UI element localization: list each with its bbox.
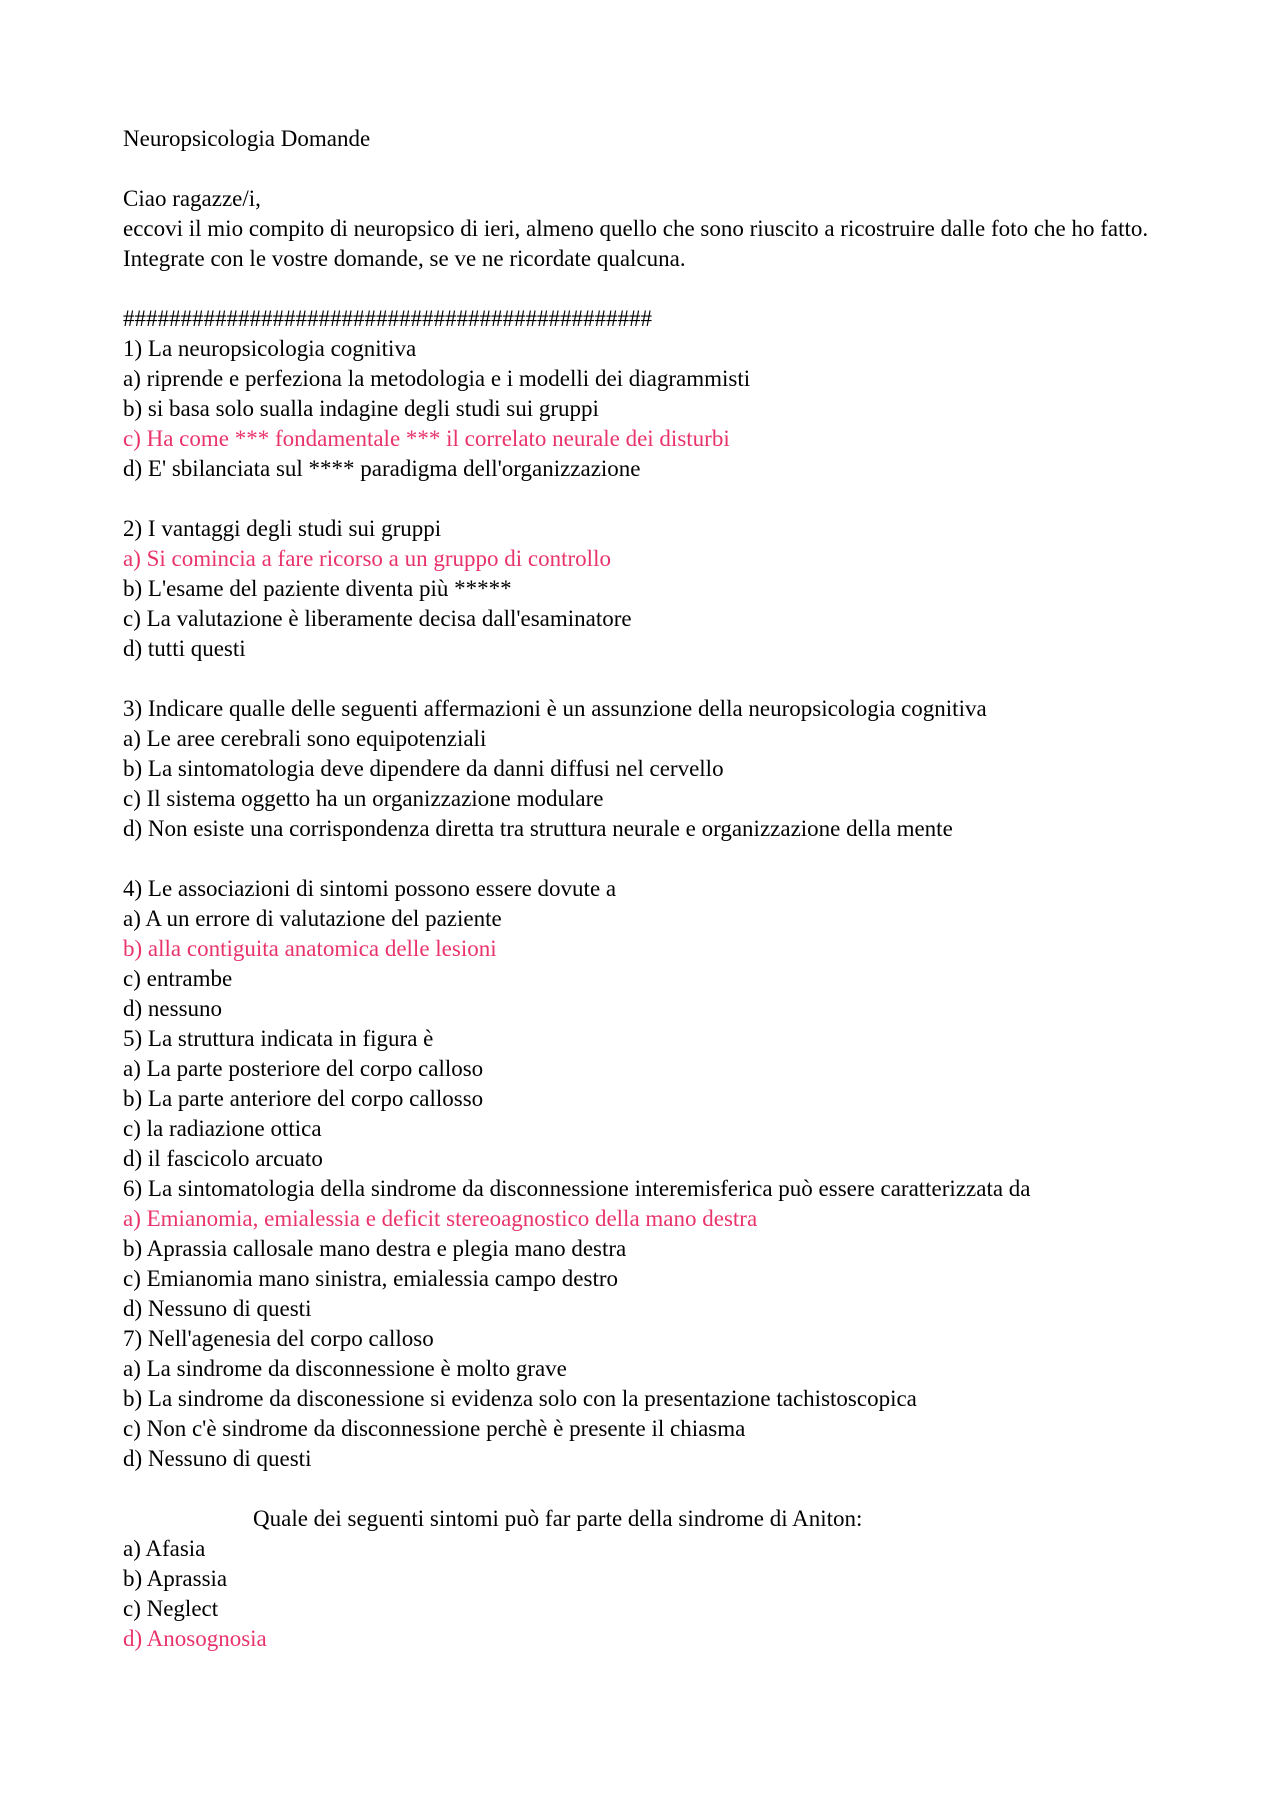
option-5d: d) il fascicolo arcuato	[123, 1146, 323, 1171]
option-6a-correct: a) Emianomia, emialessia e deficit stereoagnostico della mano destra	[123, 1206, 758, 1231]
option-1d: d) E' sbilanciata sul **** paradigma dell'organizzazione	[123, 456, 641, 481]
option-8c: c) Neglect	[123, 1596, 219, 1621]
option-6b: b) Aprassia callosale mano destra e plegia mano destra	[123, 1236, 627, 1261]
question-4: 4) Le associazioni di sintomi possono essere dovute a	[123, 876, 617, 901]
intro-text: eccovi il mio compito di neuropsico di ieri, almeno quello che sono riuscito a ricostruire dalle foto che ho fatto.	[123, 216, 1149, 241]
option-4d: d) nessuno	[123, 996, 223, 1021]
intro-note: Integrate con le vostre domande, se ve ne ricordate qualcuna.	[123, 246, 686, 271]
option-4a: a) A un errore di valutazione del paziente	[123, 906, 502, 931]
option-1a: a) riprende e perfeziona la metodologia e i modelli dei diagrammisti	[123, 366, 751, 391]
question-3: 3) Indicare qualle delle seguenti affermazioni è un assunzione della neuropsicologia cognitiva	[123, 696, 987, 721]
option-7a: a) La sindrome da disconnessione è molto grave	[123, 1356, 567, 1381]
spacer	[123, 484, 1163, 514]
question-6: 6) La sintomatologia della sindrome da disconnessione interemisferica può essere caratterizzata da	[123, 1176, 1031, 1201]
option-2a-correct: a) Si comincia a fare ricorso a un gruppo di controllo	[123, 546, 611, 571]
option-3d: d) Non esiste una corrispondenza diretta tra struttura neurale e organizzazione della mente	[123, 816, 953, 841]
spacer	[123, 844, 1163, 874]
question-2: 2) I vantaggi degli studi sui gruppi	[123, 516, 442, 541]
option-1c-correct: c) Ha come *** fondamentale *** il correlato neurale dei disturbi	[123, 426, 730, 451]
question-5: 5) La struttura indicata in figura è	[123, 1026, 434, 1051]
option-7d: d) Nessuno di questi	[123, 1446, 312, 1471]
option-4b-correct: b) alla contiguita anatomica delle lesioni	[123, 936, 497, 961]
option-6c: c) Emianomia mano sinistra, emialessia campo destro	[123, 1266, 618, 1291]
option-7c: c) Non c'è sindrome da disconnessione perchè è presente il chiasma	[123, 1416, 746, 1441]
option-5b: b) La parte anteriore del corpo callosso	[123, 1086, 484, 1111]
option-8d-correct: d) Anosognosia	[123, 1626, 267, 1651]
option-5a: a) La parte posteriore del corpo calloso	[123, 1056, 484, 1081]
option-7b: b) La sindrome da disconessione si evidenza solo con la presentazione tachistoscopica	[123, 1386, 917, 1411]
option-8b: b) Aprassia	[123, 1566, 228, 1591]
option-3b: b) La sintomatologia deve dipendere da danni diffusi nel cervello	[123, 756, 724, 781]
option-2c: c) La valutazione è liberamente decisa dall'esaminatore	[123, 606, 632, 631]
option-1b: b) si basa solo sualla indagine degli studi sui gruppi	[123, 396, 599, 421]
option-8a: a) Afasia	[123, 1536, 206, 1561]
option-4c: c) entrambe	[123, 966, 233, 991]
question-7: 7) Nell'agenesia del corpo calloso	[123, 1326, 434, 1351]
separator: ##############################################	[123, 306, 652, 331]
intro-greeting: Ciao ragazze/i,	[123, 186, 261, 211]
question-1: 1) La neuropsicologia cognitiva	[123, 336, 417, 361]
document-title: Neuropsicologia Domande	[123, 126, 371, 151]
spacer	[123, 274, 1163, 304]
option-2d: d) tutti questi	[123, 636, 246, 661]
spacer	[123, 664, 1163, 694]
spacer	[123, 154, 1163, 184]
option-3c: c) Il sistema oggetto ha un organizzazione modulare	[123, 786, 604, 811]
option-2b: b) L'esame del paziente diventa più *****	[123, 576, 512, 601]
option-3a: a) Le aree cerebrali sono equipotenziali	[123, 726, 487, 751]
spacer	[123, 1474, 1163, 1504]
option-6d: d) Nessuno di questi	[123, 1296, 312, 1321]
question-8: Quale dei seguenti sintomi può far parte della sindrome di Aniton:	[253, 1506, 863, 1531]
document-body	[123, 124, 1163, 1654]
option-5c: c) la radiazione ottica	[123, 1116, 322, 1141]
